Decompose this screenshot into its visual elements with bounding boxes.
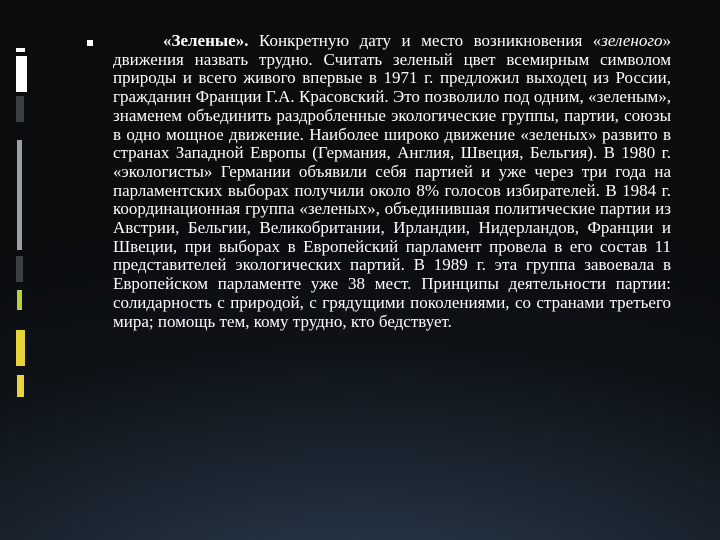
slide-intro: Конкретную дату и место возникновения «: [248, 31, 602, 50]
decoration-bar: [16, 48, 25, 52]
decoration-bar: [17, 290, 22, 310]
left-decoration-bars: [0, 0, 30, 440]
decoration-bar: [16, 256, 23, 282]
slide-heading: «Зеленые».: [163, 31, 249, 50]
square-bullet-icon: [87, 40, 93, 46]
slide-body: » движения назвать трудно. Считать зеленый цвет всемирным символом природы и всего живого впервые в 1971 г. предложил выходец из России, гражданин Франции Г.А. Красовский. Это позволило под одним, «зеленым», знаменем объединить раздробленные экологические группы, партии, союзы в одно мощное движение. Наиболее широко движение «зеленых» развито в странах Западной Европы (Германия, Англия, Швеция, Бельгия). В 1980 г. «экологисты» Германии объявили себя партией и уже через три года на парламентских выборах получили около 8% голосов избирателей. В 1984 г. координационная группа «зеленых», объединившая политические партии из Австрии, Бельгии, Великобритании, Ирландии, Нидерландов, Франции и Швеции, при выборах в Европейский парламент провела в его состав 11 представителей экологических партий. В 1989 г. эта группа завоевала в Европейском парламенте уже 38 мест. Принципы деятельности партии: солидарность с природой, с грядущими поколениями, со странами третьего мира; помощь тем, кому трудно, кто бедствует.: [113, 31, 671, 331]
decoration-bar: [16, 56, 27, 92]
slide-text: [113, 32, 671, 331]
decoration-bar: [16, 96, 24, 122]
decoration-bar: [17, 375, 24, 397]
decoration-bar: [17, 140, 22, 250]
decoration-bar: [16, 330, 25, 366]
slide-italic-word: зеленого: [601, 31, 663, 50]
